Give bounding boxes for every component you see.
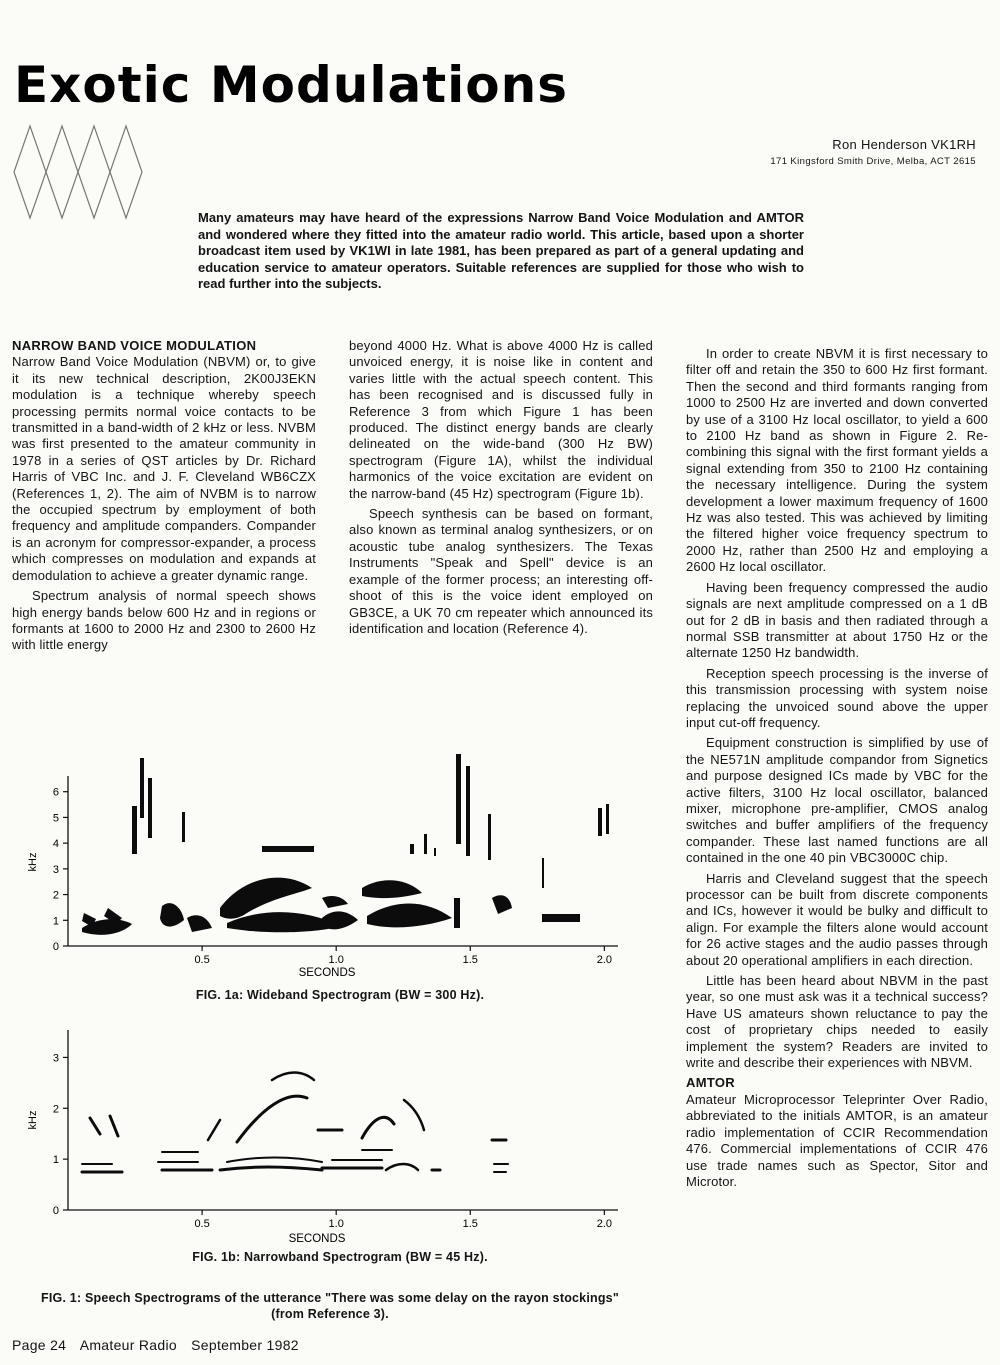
y-tick-label: 1: [52, 1154, 59, 1167]
y-axis: [27, 776, 68, 953]
x-tick-label: 1.0: [328, 1218, 344, 1230]
column-3: [686, 346, 988, 1194]
figure-1a-caption: FIG. 1a: Wideband Spectrogram (BW = 300 Hz).: [195, 988, 485, 1002]
x-axis-label: SECONDS: [298, 967, 356, 979]
y-tick-label: 6: [52, 786, 59, 799]
figure-1b-caption: FIG. 1b: Narrowband Spectrogram (BW = 45 Hz).: [192, 1250, 488, 1264]
y-tick-label: 2: [52, 889, 59, 902]
author-name: Ron Henderson VK1RH: [832, 137, 976, 152]
page-footer: [12, 1337, 309, 1353]
x-axis-label: SECONDS: [288, 1233, 346, 1245]
magazine-name: Amateur Radio: [79, 1337, 177, 1353]
y-tick-label: 5: [52, 812, 59, 825]
y-axis-label: kHz: [27, 1110, 39, 1130]
y-tick-label: 1: [52, 915, 59, 928]
section-heading-nbvm: NARROW BAND VOICE MODULATION: [12, 338, 257, 353]
paragraph: beyond 4000 Hz. What is above 4000 Hz is called unvoiced energy, it is noise like in content and varies little with the actual speech content. This has been recognised and is discussed fully in Reference 3 from which Figure 1 has been produced. The distinct energy bands are clearly delineated on the wide-band (300 Hz BW) spectrogram (Figure 1A), whilst the individual harmonics of the voice excitation are evident on the narrow-band (45 Hz) spectrogram (Figure 1b).: [349, 338, 653, 501]
x-tick-label: 1.5: [462, 1218, 478, 1230]
paragraph: Harris and Cleveland suggest that the speech processor can be built from discrete components and ICs, however it would be bulky and difficult to align. For example the filters alone would account for 26 active stages and the audio passes through about 20 operational amplifiers in each direction.: [686, 870, 988, 968]
diamond-logo-icon: [12, 122, 147, 222]
paragraph: In order to create NBVM it is first necessary to filter off and retain the 350 to 600 Hz first formant. Then the second and third formants ranging from 1000 to 2500 Hz are inverted and down converted by use of a 3100 Hz local oscillator, to yield a 600 to 2100 Hz band as shown in Figure 2. Re-combining this signal with the first formant yields a signal extending from 350 to 2100 Hz containing the necessary intelligence. During the system development a lower maximum frequency of 1600 Hz was also tested. This was achieved by limiting the filtered higher voice frequency spectrum to 2000 Hz, rather than 2500 Hz and employing a 2600 Hz local oscillator.: [686, 346, 988, 575]
narrowband-spectrogram-chart: [22, 1020, 632, 1250]
x-tick-label: 1.0: [328, 954, 344, 966]
paragraph: Having been frequency compressed the audio signals are next amplitude compressed on a 1 dB out for 2 dB in basis and then radiated through a normal SSB transmitter at about 1750 Hz or the alternate 1250 Hz bandwidth.: [686, 579, 988, 661]
y-tick-label: 0: [52, 941, 59, 953]
figure-1-caption: FIG. 1: Speech Spectrograms of the utterance "There was some delay on the rayon stockings" (from Reference 3).: [41, 1291, 619, 1321]
x-tick-label: 0.5: [194, 954, 210, 966]
column-2: [349, 338, 653, 641]
author-address: 171 Kingsford Smith Drive, Melba, ACT 2615: [770, 156, 976, 167]
intro-paragraph: Many amateurs may have heard of the expressions Narrow Band Voice Modulation and AMTOR and wondered where they fitted into the amateur radio world. This article, based upon a shorter broadcast item used by VK1WI in late 1981, has been prepared as part of a general updating and education service to amateur operators. Suitable references are supplied for those who wish to read further into the subjects.: [198, 210, 804, 291]
paragraph: Narrow Band Voice Modulation (NBVM) or, to give it its new technical description, 2K00J3EKN modulation is a technique whereby speech processing permits normal voice contacts to be transmitted in a band-width of 2 kHz or less. NVBM was first presented to the amateur community in 1978 in a series of QST articles by Dr. Richard Harris of VBC Inc. and J. F. Cleveland WB6CZX (References 1, 2). The aim of NVBM is to narrow the occupied spectrum by employment of both frequency and amplitude companders. Compander is an acronym for compressor-expander, a process which compresses on modulation and expands at demodulation to achieve a greater dynamic range.: [12, 354, 316, 583]
issue-date: September 1982: [191, 1337, 299, 1353]
page-number: Page 24: [12, 1337, 67, 1353]
paragraph: Equipment construction is simplified by use of the NE571N amplitude compandor from Signetics and purpose designed ICs made by VBC for the active filters, 3100 Hz local oscillator, balanced mixer, microphone pre-amplifier, CMOS analog switches and buffer amplifiers of the frequency compander. These last named functions are all contained in the one 40 pin VBC3000C chip.: [686, 735, 988, 866]
paragraph: Speech synthesis can be based on formant, also known as terminal analog synthesizers, or on acoustic tube analog synthesizers. The Texas Instruments "Speak and Spell" device is an example of the former process; an interesting off-shoot of this is the voice ident employed on GB3CE, a UK 70 cm repeater which announced its identification and location (Reference 4).: [349, 506, 653, 636]
harmonic-striations: [82, 1073, 508, 1173]
paragraph: Little has been heard about NBVM in the past year, so one must ask was it a technical success? Have US amateurs shown reluctance to pay the cost of proprietary chips needed to easily implement the system? Readers are invited to write and describe their experiences with NBVM.: [686, 973, 988, 1071]
spectrogram-energy: [82, 754, 609, 935]
article-title: Exotic Modulations: [14, 56, 568, 114]
paragraph: Spectrum analysis of normal speech shows high energy bands below 600 Hz and in regions or formants at 1600 to 2000 Hz and 2300 to 2600 Hz with little energy: [12, 588, 316, 653]
wideband-spectrogram-chart: [22, 748, 632, 984]
y-axis-label: kHz: [27, 852, 39, 872]
y-tick-label: 3: [52, 863, 59, 876]
x-axis: [68, 1210, 618, 1245]
x-axis: [68, 946, 618, 979]
section-heading-amtor: AMTOR: [686, 1075, 735, 1091]
y-tick-label: 4: [52, 838, 59, 851]
paragraph: Reception speech processing is the inverse of this transmission processing with system noise replacing the unvoiced sound above the upper input cut-off frequency.: [686, 665, 988, 730]
column-1: [12, 338, 316, 658]
y-axis: [27, 1030, 68, 1217]
x-tick-label: 2.0: [596, 1218, 613, 1230]
y-tick-label: 2: [52, 1103, 59, 1116]
x-tick-label: 0.5: [194, 1218, 210, 1230]
paragraph: Amateur Microprocessor Teleprinter Over Radio, abbreviated to the initials AMTOR, is an amateur radio implementation of CCIR Recommendation 476. Commercial implementations of CCIR 476 use trade names such as Spector, Sitor and Microtor.: [686, 1091, 988, 1189]
y-tick-label: 3: [52, 1052, 59, 1065]
y-tick-label: 0: [52, 1205, 59, 1217]
x-tick-label: 1.5: [462, 954, 478, 966]
author-block: [770, 137, 976, 167]
x-tick-label: 2.0: [596, 954, 613, 966]
